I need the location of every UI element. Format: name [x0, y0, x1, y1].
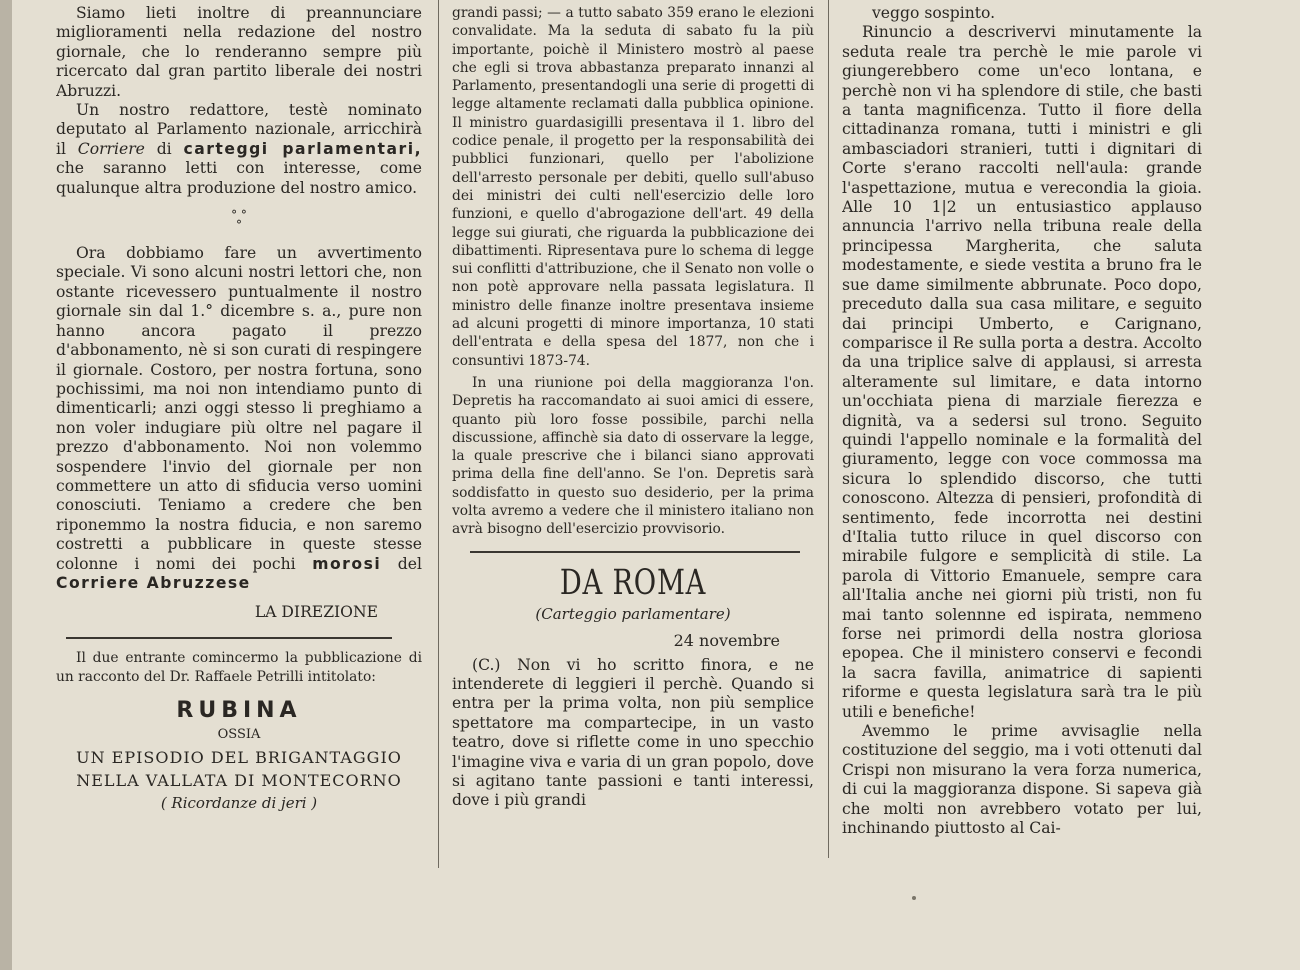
column-divider-1 — [438, 0, 439, 868]
paragraph-seggio: Avemmo le prime avvisaglie nella costituzione del seggio, ma i voti ottenuti dal Crispi non misurano la vera forza numerica, di cui la maggioranza dispone. Si sapeva già che molti non avrebbero votato per lui, inchinando piuttosto al Cai- — [842, 722, 1202, 838]
dateline: 24 novembre — [673, 630, 780, 650]
column-right — [842, 0, 1202, 838]
divider-rule — [66, 637, 392, 639]
text-run: che saranno letti con interesse, come qualunque altra produzione del nostro amico. — [56, 159, 422, 197]
story-note: ( Ricordanze di jeri ) — [160, 793, 318, 812]
paragraph-improvements: Siamo lieti inoltre di preannunciare miglioramenti nella redazione del nostro giornale, che lo renderanno sempre più ricercato dal gran partito liberale dei nostri Abruzzi. — [56, 4, 422, 100]
page-binding-edge — [0, 0, 12, 970]
paragraph-roma: (C.) Non vi ho scritto finora, e ne intenderete di leggieri il perchè. Quando si entra per la prima volta, non più semplice spettatore ma compartecipe, in un vasto teatro, dove si riflette come in uno specchio l'imagine viva e varia di un gran popolo, dove si agitano tante passioni e tanti interessi, dove i più grandi — [452, 655, 814, 810]
text-run: Ora dobbiamo fare un avvertimento speciale. Vi sono alcuni nostri lettori che, non ostante ricevessero puntualmente il nostro giornale sin dal 1.° dicembre s. a., pure non hanno ancora pagato il prezzo d'abbonamento, nè si son curati di respingere il giornale. Costoro, per nostra fortuna, sono pochissimi, ma noi non intendiamo punto di dimenticarli; anzi oggi stesso li preghiamo a non voler indugiare più oltre nel pagare il prezzo d'abbonamento. Noi non volemmo sospendere l'invio del giornale per non commettere un atto di sfiducia verso uomini conosciuti. Teniamo a credere che ben riponemmo la nostra fiducia, e non saremo costretti a pubblicare in queste stesse colonne i nomi dei pochi — [56, 244, 422, 573]
paragraph-deputy — [56, 101, 422, 198]
divider-rule — [470, 551, 800, 553]
story-title: RUBINA — [176, 697, 302, 723]
paragraph-warning — [56, 244, 422, 593]
text-bold-carteggi: carteggi parlamentari, — [183, 139, 422, 158]
section-separator-stars: ° ° ° — [231, 208, 247, 233]
headline-da-roma: DA ROMA — [559, 562, 707, 603]
text-bold-morosi: morosi — [312, 554, 382, 573]
column-divider-2 — [828, 0, 829, 858]
newspaper-page — [12, 0, 1300, 970]
signature-direzione: LA DIREZIONE — [254, 603, 378, 622]
paragraph-notice: Il due entrante comincermo la pubblicazione di un racconto del Dr. Raffaele Petrilli intitolato: — [56, 650, 422, 685]
story-ossia: OSSIA — [217, 726, 261, 742]
text-run: Un nostro redattore, testè nominato deputato al Parlamento nazionale, arricchirà il — [56, 101, 422, 158]
column-left — [56, 0, 422, 812]
column-middle — [452, 0, 814, 811]
story-subtitle-1: UN EPISODIO DEL BRIGANTAGGIO — [76, 747, 402, 767]
text-corriere: Corriere — [77, 139, 145, 158]
text-run: di — [144, 139, 184, 158]
story-subtitle-2: NELLA VALLATA DI MONTECORNO — [76, 770, 402, 790]
text-run: del — [381, 554, 422, 573]
text-bold-corriere-abruzzese: Corriere Abruzzese — [56, 573, 251, 592]
ink-speck — [912, 896, 916, 900]
paragraph-depretis: In una riunione poi della maggioranza l'on. Depretis ha raccomandato ai suoi amici di essere, quanto più loro fosse possibile, parchi nella discussione, affinchè sia dato di osservare la legge, la quale prescrive che i bilanci siano approvati prima della fine dell'anno. Se l'on. Depretis sarà soddisfatto in questo suo desiderio, per la prima volta avremo a vedere che il ministero italiano non avrà bisogno dell'esercizio provvisorio. — [452, 374, 814, 538]
paragraph-fragment: veggo sospinto. — [872, 4, 996, 22]
paragraph-seduta-reale: Rinuncio a descrivervi minutamente la seduta reale tra perchè le mie parole vi giungerebbero come un'eco lontana, e perchè non vi ha splendore di stile, che basti a tanta magnificenza. Tutto il fiore della cittadinanza romana, tutti i ministri e gli ambasciadori stranieri, tutti i dignitari di Corte s'erano raccolti nell'aula: grande l'aspettazione, mutua e verecondia la gioia. Alle 10 1|2 un entusiastico applauso annuncia l'arrivo nella tribuna reale della principessa Margherita, che saluta modestamente, e siede vestita a bruno fra le sue dame similmente abbrunate. Poco dopo, preceduto dalla sua casa militare, e seguito dai principi Umberto, e Carignano, comparisce il Re sulla porta a destra. Accolto da una triplice salve di applausi, si arresta alteramente sul limitare, e data intorno un'occhiata piena di marziale fierezza e dignità, va a sedersi sul trono. Seguito quindi l'appello nominale e la formalità del giuramento, legge con voce commossa ma sicura lo splendido discorso, che tutti conoscono. Altezza di pensieri, profondità di sentimento, fede incorrotta nei destini d'Italia tutto riluce in quel discorso con mirabile fulgore e semplicità di stile. La parola di Vittorio Emanuele, sempre cara all'Italia anche nei giorni più tristi, non fu mai tanto solennne ed ispirata, nemmeno forse nei primordi della nostra gloriosa epopea. Che il ministero conservi e fecondi la sacra favilla, animatrice di sapienti riforme e questa legislatura sarà tra le più utili e benefiche! — [842, 23, 1202, 721]
subheadline: (Carteggio parlamentare) — [535, 604, 731, 623]
paragraph-sessions: grandi passi; — a tutto sabato 359 erano le elezioni convalidate. Ma la seduta di sabato fu la più importante, poichè il Ministero mostrò al paese che egli si trova abbastanza preparato innanzi al Parlamento, presentandogli una serie di progetti di legge altamente reclamati dalla pubblica opinione. Il ministro guardasigilli presentava il 1. libro del codice penale, il progetto per la responsabilità dei pubblici funzionari, quello per l'abolizione dell'arresto personale per debiti, quello sull'abuso dei ministri dei culti nell'esercizio delle loro funzioni, e quello d'abrogazione dell'art. 49 della legge sui giurati, che riguarda la pubblicazione dei dibattimenti. Ripresentava pure lo schema di legge sui conflitti d'attribuzione, che il Senato non volle o non potè approvare nella passata legislatura. Il ministro delle finanze inoltre presentava insieme ad alcuni progetti di minore importanza, 10 stati dell'entrata e della spesa del 1877, non che i consuntivi 1873-74. — [452, 5, 814, 369]
